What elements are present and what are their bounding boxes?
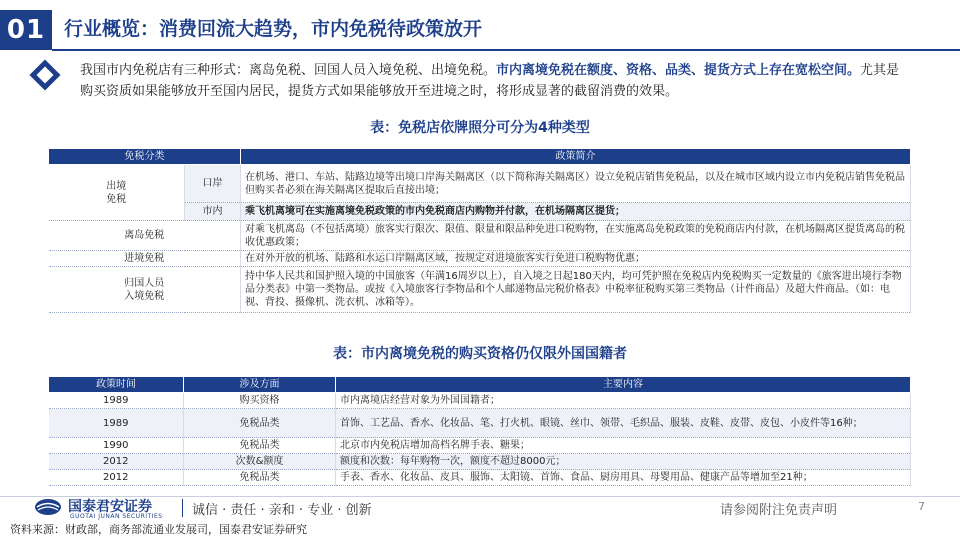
year-cell: 1989 <box>49 393 184 409</box>
purchase-eligibility-table <box>48 376 911 486</box>
content-cell: 北京市内免税店增加高档名牌手表、糖果； <box>336 438 911 454</box>
table-header-row <box>49 149 911 165</box>
company-logo-english: GUOTAI JUNAN SECURITIES <box>70 513 163 520</box>
duty-free-types-table <box>48 148 911 313</box>
subcategory-cell: 市内 <box>185 203 241 221</box>
table-row <box>49 267 911 313</box>
data-source-note: 资料来源：财政部，商务部流通业发展司，国泰君安证券研究 <box>10 523 307 536</box>
aspect-cell: 免税品类 <box>184 470 336 486</box>
subcategory-cell: 口岸 <box>185 165 241 203</box>
table-header-row <box>49 377 911 393</box>
content-cell: 首饰、工艺品、香水、化妆品、笔、打火机、眼镜、丝巾、领带、毛织品、服装、皮鞋、皮带、皮包、小皮件等16种； <box>336 409 911 438</box>
content-cell: 额度和次数：每年购物一次，额度不超过8000元； <box>336 454 911 470</box>
bullet-diamond-icon <box>29 59 60 90</box>
description-cell: 对乘飞机离岛（不包括离境）旅客实行限次、限值、限量和限品种免进口税购物，在实施离岛免税政策的免税商店内付款，在机场隔离区提货离岛的税收优惠政策； <box>241 221 911 251</box>
table-row <box>49 470 911 486</box>
intro-text-2: 尤其是购买资质如果能够放开至国内居民，提货方式如果能够放开至进境之时，将形成显著的截留消费的效果。 <box>80 63 900 99</box>
aspect-cell: 免税品类 <box>184 409 336 438</box>
title-divider <box>52 49 960 51</box>
page-title: 行业概览：消费回流大趋势，市内免税待政策放开 <box>64 18 483 40</box>
category-cell: 归国人员 入境免税 <box>49 267 241 313</box>
table-row <box>49 251 911 267</box>
table-row <box>49 409 911 438</box>
intro-highlight: 市内离境免税在额度、资格、品类、提货方式上存在宽松空间。 <box>496 63 861 78</box>
column-header: 主要内容 <box>336 377 911 393</box>
content-cell: 市内离境店经营对象为外国国籍者； <box>336 393 911 409</box>
footer-separator <box>182 499 183 517</box>
company-logo-icon <box>34 498 62 516</box>
year-cell: 1989 <box>49 409 184 438</box>
year-cell: 1990 <box>49 438 184 454</box>
category-cell: 出境 免税 <box>49 165 185 221</box>
description-cell: 在对外开放的机场、陆路和水运口岸隔离区域，按规定对进境旅客实行免进口税购物优惠； <box>241 251 911 267</box>
column-header: 政策简介 <box>241 149 911 165</box>
year-cell: 2012 <box>49 454 184 470</box>
company-slogan: 诚信 · 责任 · 亲和 · 专业 · 创新 <box>192 503 372 518</box>
column-header: 政策时间 <box>49 377 184 393</box>
description-cell: 乘飞机离境可在实施离境免税政策的市内免税商店内购物并付款，在机场隔离区提货； <box>241 203 911 221</box>
category-cell: 离岛免税 <box>49 221 241 251</box>
intro-paragraph <box>80 60 910 102</box>
year-cell: 2012 <box>49 470 184 486</box>
slide-number: 01 <box>0 10 52 50</box>
disclaimer-note: 请参阅附注免责声明 <box>720 503 838 518</box>
content-cell: 手表、香水、化妆品、皮具、服饰、太阳镜、首饰、食品、厨房用具、母婴用品、健康产品等增加至21种； <box>336 470 911 486</box>
aspect-cell: 免税品类 <box>184 438 336 454</box>
table-row <box>49 165 911 203</box>
column-header: 免税分类 <box>49 149 241 165</box>
category-cell: 进境免税 <box>49 251 241 267</box>
table1-caption: 表：免税店依牌照分可分为4种类型 <box>370 120 590 136</box>
company-logo-text: 国泰君安证券 <box>68 499 152 515</box>
table2-caption: 表：市内离境免税的购买资格仍仅限外国国籍者 <box>333 346 627 362</box>
aspect-cell: 购买资格 <box>184 393 336 409</box>
table-row <box>49 393 911 409</box>
intro-text-1: 我国市内免税店有三种形式：离岛免税、回国人员入境免税、出境免税。 <box>80 63 497 78</box>
column-header: 涉及方面 <box>184 377 336 393</box>
page-number: 7 <box>918 500 925 513</box>
table-row <box>49 454 911 470</box>
table-row <box>49 221 911 251</box>
table-row <box>49 438 911 454</box>
description-cell: 持中华人民共和国护照入境的中国旅客（年满16周岁以上），自入境之日起180天内，均可凭护照在免税店内免税购买一定数量的《旅客进出境行李物品分类表》中第一类物品。或按《入境旅客行李物品和个人邮递物品完税价格表》中税率征税购买第三类物品（计件商品）及超大件商品。（如：电视、背投、摄像机、洗衣机、冰箱等）。 <box>241 267 911 313</box>
aspect-cell: 次数&额度 <box>184 454 336 470</box>
description-cell: 在机场、港口、车站、陆路边境等出境口岸海关隔离区（以下简称海关隔离区）设立免税店销售免税品，以及在城市区域内设立市内免税店销售免税品但购买者必须在海关隔离区提取后直接出境； <box>241 165 911 203</box>
